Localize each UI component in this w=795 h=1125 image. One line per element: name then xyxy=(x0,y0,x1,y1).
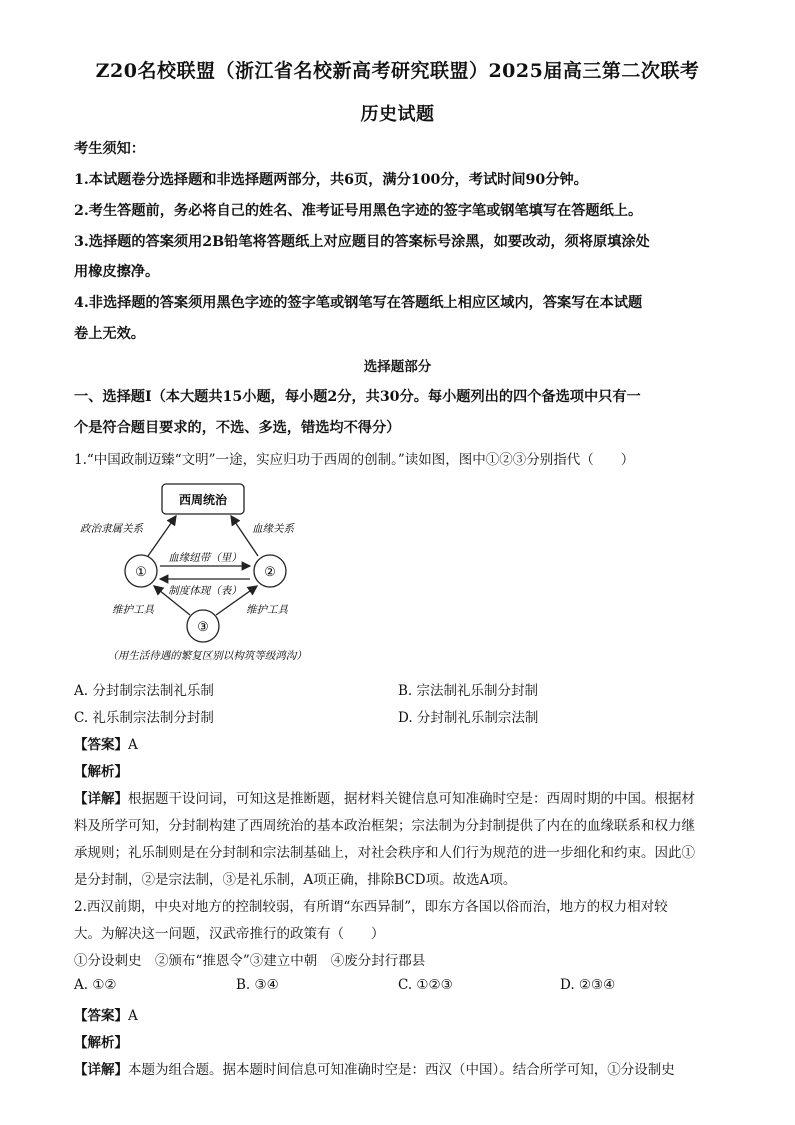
tool-left-label: 维护工具 xyxy=(112,604,154,616)
q2-detail-1: 【详解】本题为组合题。据本题时间信息可知准确时空是：西汉（中国）。结合所学可知，①分设制史 xyxy=(74,1062,675,1078)
notice-item-3-cont: 用橡皮擦净。 xyxy=(74,264,160,280)
section-heading-cont: 个是符合题目要求的，不选、多选，错选均不得分） xyxy=(74,420,401,436)
svg-text:①: ① xyxy=(135,565,147,580)
q1-detail-2: 料及所学可知，分封制构建了西周统治的基本政治框架；宗法制为分封制提供了内在的血缘联系和权力继 xyxy=(74,818,695,834)
q2-option-b: B. ③④ xyxy=(236,977,279,993)
right-edge-label: 血缘关系 xyxy=(252,523,294,535)
q2-answer: 【答案】A xyxy=(74,1008,138,1024)
q1-option-b: B. 宗法制礼乐制分封制 xyxy=(398,683,539,699)
q1-answer: 【答案】A xyxy=(74,737,138,753)
q1-option-d: D. 分封制礼乐制宗法制 xyxy=(398,710,539,726)
q2-option-a: A. ①② xyxy=(74,977,117,993)
q1-analysis-label: 【解析】 xyxy=(74,764,128,780)
q2-option-d: D. ②③④ xyxy=(560,977,616,993)
left-edge-arrow xyxy=(148,516,176,556)
q2-stem-2: 大。为解决这一问题，汉武帝推行的政策有（ ） xyxy=(74,926,385,942)
diagram-caption: （用生活待遇的繁复区别以构筑等级鸿沟） xyxy=(107,650,307,662)
q2-choices: ①分设刺史 ②颁布“推恩令”③建立中朝 ④废分封行郡县 xyxy=(74,953,426,969)
q1-stem: 1.“中国政制迈臻“文明”一途，实应归功于西周的创制。”读如图，图中①②③分别指代（ ） xyxy=(74,452,635,468)
exam-subject: 历史试题 xyxy=(360,104,435,125)
notice-item-4: 4.非选择题的答案须用黑色字迹的签字笔或钢笔写在答题纸上相应区域内，答案写在本试题 xyxy=(74,295,643,311)
q1-option-c: C. 礼乐制宗法制分封制 xyxy=(74,710,214,726)
tool-right-label: 维护工具 xyxy=(246,604,288,616)
section-title: 选择题部分 xyxy=(363,359,432,375)
notice-heading: 考生须知： xyxy=(74,141,145,157)
left-edge-label: 政治隶属关系 xyxy=(80,523,143,535)
lower-arrow-label: 制度体现（表） xyxy=(168,585,242,597)
q1-diagram xyxy=(74,476,344,670)
exam-title: Z20名校联盟（浙江省名校新高考研究联盟）2025届高三第二次联考 xyxy=(95,60,700,82)
svg-text:③: ③ xyxy=(197,620,209,635)
notice-item-3: 3.选择题的答案须用2B铅笔将答题纸上对应题目的答案标号涂黑，如要改动，须将原填涂处 xyxy=(74,234,650,250)
q2-analysis-label: 【解析】 xyxy=(74,1035,128,1051)
q2-option-c: C. ①②③ xyxy=(398,977,453,993)
notice-item-4-cont: 卷上无效。 xyxy=(74,326,145,342)
upper-arrow-label: 血缘纽带（里） xyxy=(168,552,242,564)
section-heading: 一、选择题Ⅰ（本大题共15小题，每小题2分，共30分。每小题列出的四个备选项中只有一 xyxy=(74,389,641,405)
notice-item-2: 2.考生答题前，务必将自己的姓名、准考证号用黑色字迹的签字笔或钢笔填写在答题纸上。 xyxy=(74,203,643,219)
q1-detail-1: 【详解】根据题干设问词，可知这是推断题，据材料关键信息可知准确时空是：西周时期的中国。根据材 xyxy=(74,791,695,807)
q1-detail-4: 是分封制，②是宗法制，③是礼乐制，A项正确，排除BCD项。故选A项。 xyxy=(74,872,517,888)
right-edge-arrow xyxy=(231,516,258,556)
svg-text:②: ② xyxy=(264,565,276,580)
q2-stem-1: 2.西汉前期，中央对地方的控制较弱，有所谓“东西异制”，即东方各国以俗而治，地方的权力相对较 xyxy=(74,899,668,915)
q1-detail-3: 承规则；礼乐制则是在分封制和宗法制基础上，对社会秩序和人们行为规范的进一步细化和约束。因此① xyxy=(74,845,695,861)
top-box-label: 西周统治 xyxy=(178,493,228,507)
notice-item-1: 1.本试题卷分选择题和非选择题两部分，共6页，满分100分，考试时间90分钟。 xyxy=(74,172,588,188)
q1-option-a: A. 分封制宗法制礼乐制 xyxy=(74,683,214,699)
